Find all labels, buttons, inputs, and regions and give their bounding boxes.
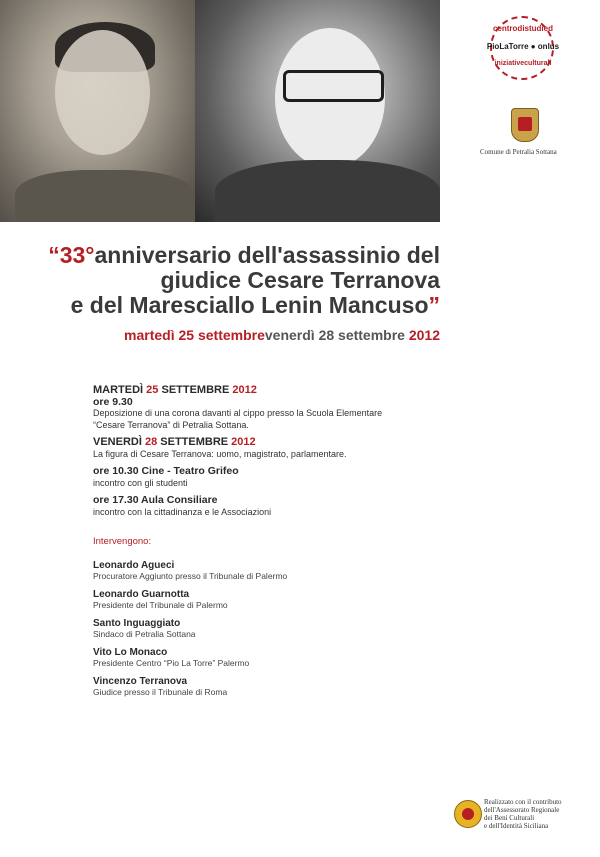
pio-la-torre-logo: centrodistudied PioLaTorre ● onlus iniziativeculturali [478, 16, 568, 86]
speaker: Leonardo Guarnotta Presidente del Tribunale di Palermo [93, 588, 228, 610]
day1-description: Deposizione di una corona davanti al cippo presso la Scuola Elementare [93, 408, 383, 418]
event2-description: incontro con la cittadinanza e le Associazioni [93, 506, 272, 517]
comune-crest-icon [511, 108, 539, 142]
comune-label: Comune di Petralia Sottana [480, 148, 557, 156]
event2-title: ore 17.30 Aula Consiliare [93, 494, 218, 506]
event1-description: incontro con gli studenti [93, 477, 188, 488]
speaker: Leonardo Agueci Procuratore Aggiunto presso il Tribunale di Palermo [93, 559, 288, 581]
intervengono-label: Intervengono: [93, 536, 152, 547]
day2-description: La figura di Cesare Terranova: uomo, magistrato, parlamentare. [93, 448, 347, 459]
day1-description-2: “Cesare Terranova” di Petralia Sottana. [93, 419, 249, 430]
portrait-left [0, 0, 200, 222]
speaker: Vito Lo Monaco Presidente Centro “Pio La Torre” Palermo [93, 646, 250, 668]
day2-heading: VENERDÌ 28 SETTEMBRE 2012 [93, 436, 256, 448]
regione-sicilia-logo-icon [454, 800, 482, 828]
side-print-mark [8, 776, 14, 834]
program [93, 385, 473, 699]
portrait-photo [0, 0, 440, 222]
speaker: Vincenzo Terranova Giudice presso il Tribunale di Roma [93, 675, 228, 697]
speaker: Santo Inguaggiato Sindaco di Petralia Sottana [93, 617, 196, 639]
event-title: “33°anniversario dell'assassinio del giudice Cesare Terranova e del Maresciallo Lenin Mancuso” [48, 242, 440, 318]
credit-text: Realizzato con il contributo dell'Assessorato Regionale dei Beni Culturali e dell'Identità Siciliana [484, 798, 562, 830]
event-dates: martedì 25 settembrevenerdì 28 settembre 2012 [124, 327, 440, 343]
portrait-right [195, 0, 440, 222]
day1-heading: MARTEDÌ 25 SETTEMBRE 2012 [93, 384, 257, 396]
day1-time: ore 9.30 [93, 395, 133, 408]
event1-title: ore 10.30 Cine - Teatro Grifeo [93, 465, 239, 477]
